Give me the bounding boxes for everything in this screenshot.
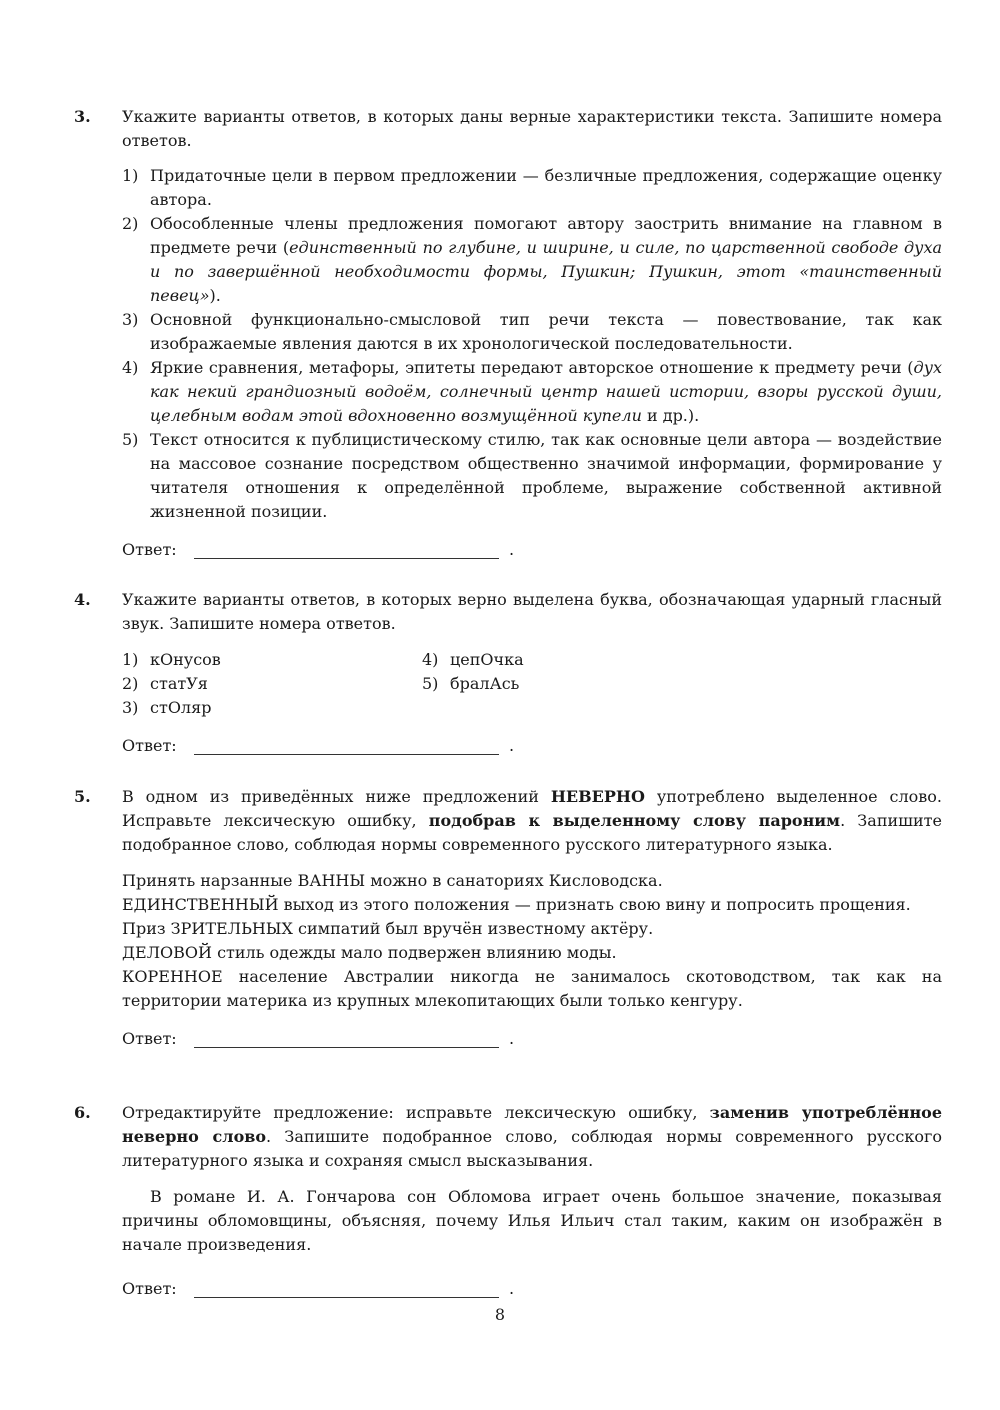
task-prompt: [122, 785, 942, 857]
answer-dot: .: [509, 1279, 515, 1298]
prompt-part: . Запишите подобранное слово, соблюдая нормы современного русского литературного языка.: [122, 811, 943, 854]
answer-row: [122, 1027, 942, 1051]
answer-dot: .: [509, 540, 515, 559]
prompt-part: . Запишите подобранное слово, соблюдая нормы современного русского литературного языка и сохраняя смысл высказывания.: [122, 1127, 942, 1170]
option-text-italic: дух как некий грандиозный водоём, солнечный центр нашей истории, взоры русской души, целебным водам этой вдохновенно возмущённой купели: [150, 358, 942, 425]
answer-dot: .: [509, 1029, 515, 1048]
sentence: В романе И. А. Гончарова сон Обломова играет очень большое значение, показывая причины обломовщины, объясняя, почему Илья Ильич стал таким, каким он изображён в начале произведения.: [122, 1187, 942, 1254]
option-4: [422, 648, 722, 672]
task-number: 3.: [74, 107, 91, 126]
option-2: [122, 212, 942, 308]
option-number: 2): [122, 674, 139, 693]
option-word: цепОчка: [450, 650, 524, 669]
option-text-part: Придаточные цели в первом предложении — безличные предложения, содержащие оценку автора.: [150, 166, 942, 209]
answer-field[interactable]: [194, 542, 499, 559]
option-text: [150, 164, 942, 212]
option-word: стОляр: [150, 698, 212, 717]
sentence: ЕДИНСТВЕННЫЙ выход из этого положения — признать свою вину и попросить прощения.: [122, 895, 911, 914]
option-number: 3): [122, 698, 139, 717]
task-number: 6.: [74, 1103, 91, 1122]
task-prompt: [122, 1101, 942, 1173]
task-5: [74, 785, 942, 1051]
task-4: [74, 588, 942, 758]
option-text: [150, 428, 942, 524]
option-number: 4): [122, 358, 139, 377]
option-4: [122, 356, 942, 428]
prompt-bold: НЕВЕРНО: [550, 787, 645, 806]
option-number: 1): [122, 650, 139, 669]
option-text-part: Текст относится к публицистическому стилю, так как основные цели автора — воздействие на массовое сознание посредством общественно значимой информации, формирование у читателя отношения к определённой проблеме, выражение собственной активной жизненной позиции.: [150, 430, 942, 521]
prompt-bold: подобрав к выделенному слову пароним: [428, 811, 841, 830]
task-number: 5.: [74, 787, 91, 806]
sentence: Принять нарзанные ВАННЫ можно в санаториях Кисловодска.: [122, 871, 663, 890]
option-5: [122, 428, 942, 524]
option-word: бралАсь: [450, 674, 520, 693]
answer-field[interactable]: [194, 1281, 499, 1298]
answer-row: [122, 734, 942, 758]
option-text-part: Яркие сравнения, метафоры, эпитеты передают авторское отношение к предмету речи (: [150, 358, 914, 377]
answer-dot: .: [509, 736, 515, 755]
option-3: [122, 696, 422, 720]
option-text-italic: единственный по глубине, и ширине, и силе, по царственной свободе духа и по завершённой необходимости формы, Пушкин; Пушкин, этот «таинственный певец»: [150, 238, 943, 305]
option-number: 1): [122, 166, 139, 185]
option-text-part: ).: [209, 286, 221, 305]
option-3: [122, 308, 942, 356]
option-1: [122, 164, 942, 212]
option-2: [122, 672, 422, 696]
option-1: [122, 648, 422, 672]
answer-label: Ответ:: [122, 736, 177, 755]
option-word: статУя: [150, 674, 208, 693]
sentence: Приз ЗРИТЕЛЬНЫХ симпатий был вручён известному актёру.: [122, 919, 654, 938]
option-number: 4): [422, 650, 439, 669]
sentence-list: [122, 869, 942, 1013]
sentence: ДЕЛОВОЙ стиль одежды мало подвержен влиянию моды.: [122, 943, 617, 962]
option-text-part: и др.).: [641, 406, 700, 425]
answer-label: Ответ:: [122, 1279, 177, 1298]
option-word: кОнусов: [150, 650, 221, 669]
option-number: 3): [122, 310, 139, 329]
empty-cell: [422, 696, 722, 720]
option-text: [150, 308, 942, 356]
option-number: 5): [422, 674, 439, 693]
option-text-part: Основной функционально-смысловой тип речи текста — повествование, так как изображаемые явления даются в их хронологической последовательности.: [150, 310, 942, 353]
page-number: 8: [494, 1305, 506, 1324]
answer-label: Ответ:: [122, 540, 177, 559]
sentence: КОРЕННОЕ население Австралии никогда не занималось скотоводством, так как на территории материка из крупных млекопитающих были только кенгуру.: [122, 967, 942, 1010]
answer-field[interactable]: [194, 1031, 499, 1048]
answer-row: [122, 538, 942, 562]
option-text-part: Обособленные члены предложения помогают автору заострить внимание на главном в предмете речи (: [150, 214, 942, 257]
answer-field[interactable]: [194, 738, 499, 755]
task-3: [74, 105, 942, 562]
task-6: [74, 1101, 942, 1301]
option-number: 2): [122, 214, 139, 233]
prompt-part: В одном из приведённых ниже предложений: [122, 787, 551, 806]
task-prompt: Укажите варианты ответов, в которых верно выделена буква, обозначающая ударный гласный звук. Запишите номера ответов.: [122, 590, 942, 633]
prompt-part: Отредактируйте предложение: исправьте лексическую ошибку,: [122, 1103, 710, 1122]
option-text: [150, 356, 942, 428]
prompt-bold: заменив употреблённое неверно слово: [122, 1103, 943, 1146]
answer-row: [122, 1277, 942, 1301]
option-number: 5): [122, 430, 139, 449]
task-prompt: Укажите варианты ответов, в которых даны верные характеристики текста. Запишите номера ответов.: [122, 107, 942, 150]
answer-options: [122, 648, 942, 720]
prompt-part: употреблено выделенное слово. Исправьте лексическую ошибку,: [122, 787, 943, 830]
task-number: 4.: [74, 590, 91, 609]
option-5: [422, 672, 722, 696]
answer-label: Ответ:: [122, 1029, 177, 1048]
answer-options: [122, 164, 942, 524]
option-text: [150, 212, 942, 308]
